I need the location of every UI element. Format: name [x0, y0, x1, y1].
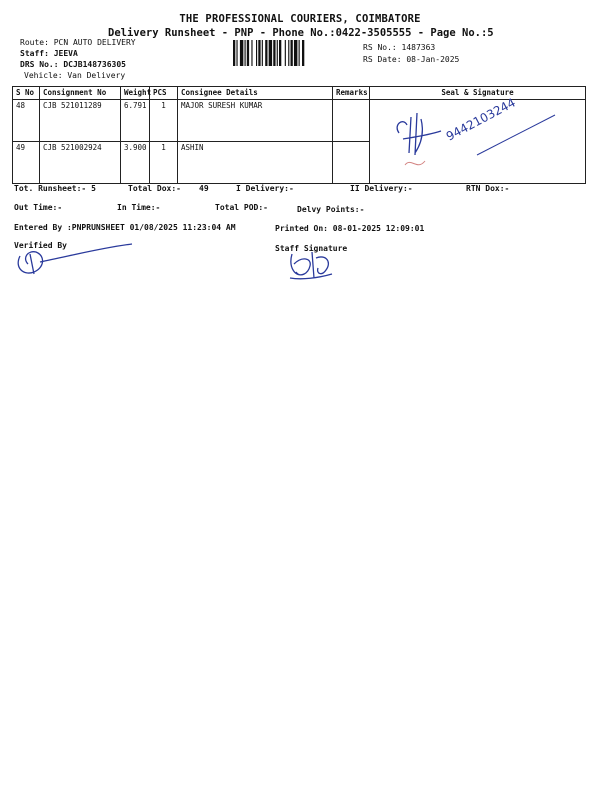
route-text: Route: PCN AUTO DELIVERY [20, 38, 136, 47]
ii-delivery: II Delivery:- [350, 184, 413, 193]
verifier-signature [10, 238, 140, 280]
col-header-remarks: Remarks [333, 87, 370, 100]
total-dox-value: 49 [199, 184, 209, 193]
vehicle-text: Vehicle: Van Delivery [24, 71, 126, 80]
staff-text: Staff: JEEVA [20, 49, 78, 58]
i-delivery: I Delivery:- [236, 184, 294, 193]
col-header-weight: Weight [121, 87, 150, 100]
cell-consignment: CJB 521002924 [40, 142, 121, 184]
delvy-points: Delvy Points:- [297, 205, 365, 214]
cell-consignee: MAJOR SURESH KUMAR [178, 100, 333, 142]
cell-sno: 48 [13, 100, 40, 142]
runsheet-subtitle: Delivery Runsheet - PNP - Phone No.:0422-3505555 - Page No.:5 [108, 27, 494, 39]
staff-signature-label: Staff Signature [275, 244, 348, 253]
cell-weight: 6.791 [121, 100, 150, 142]
verified-by-label: Verified By [14, 241, 67, 250]
entered-by: Entered By :PNPRUNSHEET 01/08/2025 11:23:04 AM [14, 223, 236, 232]
handwritten-phone: 9442103244 [443, 95, 518, 144]
in-time: In Time:- [117, 203, 161, 212]
tot-runsheet: Tot. Runsheet:- 5 [14, 184, 96, 193]
printed-on: Printed On: 08-01-2025 12:09:01 [275, 224, 425, 233]
rs-date: RS Date: 08-Jan-2025 [363, 55, 460, 64]
col-header-sno: S No [13, 87, 40, 100]
drs-number: DRS No.: DCJB148736305 [20, 60, 126, 69]
total-dox-label: Total Dox:- [128, 184, 181, 193]
receiver-signature [385, 95, 585, 175]
rs-number: RS No.: 1487363 [363, 43, 436, 52]
out-time: Out Time:- [14, 203, 63, 212]
col-header-seal: Seal & Signature [370, 87, 586, 100]
col-header-consignment: Consignment No [40, 87, 121, 100]
staff-signature [282, 244, 342, 284]
cell-pcs: 1 [150, 142, 178, 184]
cell-consignment: CJB 521011289 [40, 100, 121, 142]
cell-remarks [333, 142, 370, 184]
total-pod: Total POD:- [215, 203, 268, 212]
rtn-dox: RTN Dox:- [466, 184, 510, 193]
cell-consignee: ASHIN [178, 142, 333, 184]
cell-remarks [333, 100, 370, 142]
col-header-consignee: Consignee Details [178, 87, 333, 100]
barcode-image [233, 40, 351, 66]
cell-weight: 3.900 [121, 142, 150, 184]
col-header-pcs: PCS [150, 87, 178, 100]
cell-pcs: 1 [150, 100, 178, 142]
cell-sno: 49 [13, 142, 40, 184]
document-title: THE PROFESSIONAL COURIERS, COIMBATORE [179, 13, 421, 25]
